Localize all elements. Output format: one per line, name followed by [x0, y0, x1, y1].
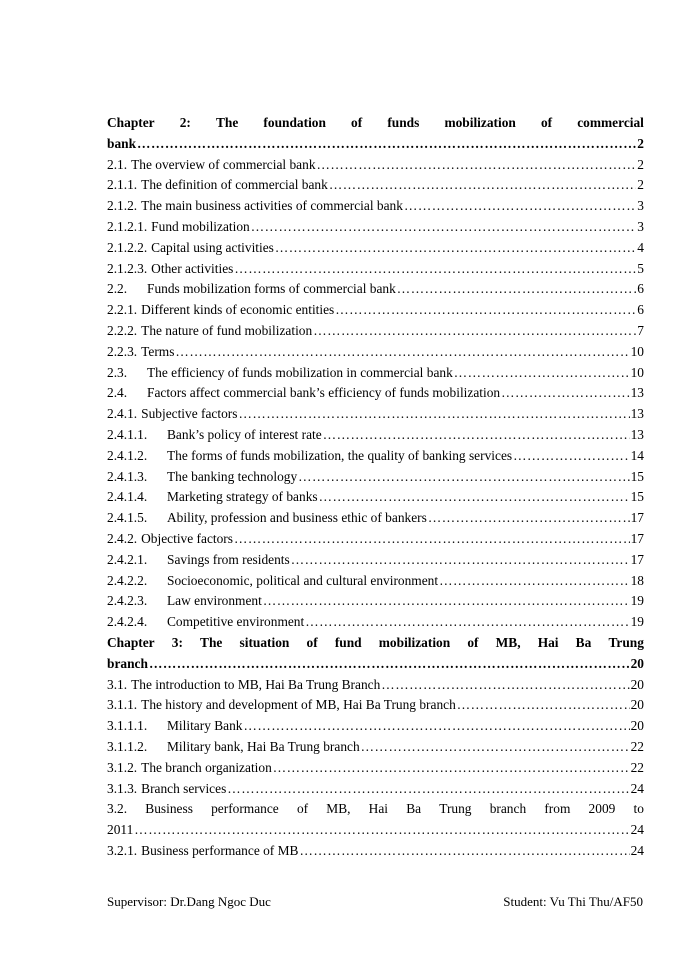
toc-entry: [107, 155, 644, 176]
chapter-2-heading-cont: bank ………………………………………………………………………………………………………………………………………………………………………… 2: [107, 134, 644, 155]
toc-entry-number: 2.4.1.1.: [107, 426, 148, 442]
toc-entry-page: 13: [630, 406, 644, 422]
toc-entry-number: 2.4.1.: [107, 406, 138, 422]
heading-word: The: [200, 634, 223, 650]
toc-entry-number: 3.1.1.2.: [107, 738, 148, 754]
toc-entry: [107, 675, 644, 696]
toc-entry-label: The history and development of MB, Hai Ba Trung branch: [141, 697, 456, 713]
toc-entry-number: 2.4.1.2.: [107, 447, 148, 463]
heading-word: to: [633, 801, 644, 817]
toc-leader-dots: [313, 321, 636, 342]
heading-word: of: [306, 634, 318, 650]
toc-entry-number: 2.4.2.1.: [107, 551, 148, 567]
heading-word: commercial: [577, 115, 644, 130]
heading-word: 2:: [179, 115, 191, 130]
toc-entry-label: Ability, profession and business ethic of bankers: [167, 510, 427, 526]
toc-leader-dots: [299, 841, 629, 862]
toc-entry-label: Funds mobilization forms of commercial bank: [147, 281, 396, 297]
toc-leader-dots: [244, 716, 630, 737]
chapter-2-heading: [107, 113, 644, 134]
heading-word: of: [467, 634, 479, 650]
toc-entry-page: 13: [630, 385, 644, 401]
heading-word: Trung: [608, 634, 644, 650]
toc-entry-number: 2.1.2.3.: [107, 260, 148, 276]
toc-entry-number: 2.4.2.3.: [107, 593, 148, 609]
heading-word: 3:: [171, 634, 183, 650]
toc-entry-number: 2.2.3.: [107, 343, 138, 359]
toc-entry-number: 2.1.2.2.: [107, 239, 148, 255]
heading-word: The: [215, 115, 239, 130]
toc-entry-number: 2.1.1.: [107, 177, 138, 193]
toc-entry-page: 2: [637, 177, 644, 193]
toc-entry-number: 2.4.1.4.: [107, 489, 148, 505]
toc-entry: [107, 300, 644, 321]
toc-entry-page: 22: [630, 759, 644, 775]
toc-leader-dots: [319, 487, 630, 508]
toc-leader-dots: [251, 217, 637, 238]
toc-entry-page: 17: [630, 530, 644, 546]
toc-entry-number: 2.3.: [107, 364, 128, 380]
toc-leader-dots: [454, 363, 630, 384]
toc-entry-page: 15: [630, 489, 644, 505]
toc-entry-label: Fund mobilization: [151, 218, 250, 234]
toc-entry-page: 19: [630, 593, 644, 609]
toc-entry-page: 22: [630, 738, 644, 754]
toc-entry-page: 20: [630, 697, 644, 713]
heading-word: from: [544, 801, 571, 817]
toc-entry: [107, 758, 644, 779]
toc-entry: [107, 342, 644, 363]
heading-word: Chapter: [107, 634, 155, 650]
toc-entry-label: The nature of fund mobilization: [141, 322, 313, 338]
toc-entry-page: 19: [630, 614, 644, 630]
heading-word: Hai: [368, 801, 388, 817]
toc-entry: [107, 779, 644, 800]
toc-entry-label: Business performance of MB: [141, 842, 299, 858]
toc-entry: [107, 841, 644, 862]
heading-word: funds: [387, 115, 420, 130]
toc-entry-page: 10: [630, 343, 644, 359]
toc-entry-label: The main business activities of commercial bank: [141, 198, 403, 214]
toc-entry-label: The banking technology: [167, 468, 298, 484]
toc-entry-number: 2.2.: [107, 281, 128, 297]
heading-word: mobilization: [378, 634, 451, 650]
toc-leader-dots: [234, 259, 636, 280]
toc-entry-label: The efficiency of funds mobilization in commercial bank: [147, 364, 453, 380]
toc-leader-dots: [305, 612, 629, 633]
toc-leader-dots: [227, 779, 629, 800]
toc-entry: [107, 467, 644, 488]
toc-entry-number: 2.4.: [107, 385, 128, 401]
toc-entry: [107, 508, 644, 529]
toc-entry: [107, 425, 644, 446]
heading-word: branch: [489, 801, 527, 817]
toc-leader-dots: [439, 571, 630, 592]
toc-entry-page: 17: [630, 551, 644, 567]
toc-entry-number: 3.2.1.: [107, 842, 138, 858]
section-3-2-heading-cont: 2011 ………………………………………………………………………………………………………………………………………………………………………… 24: [107, 820, 644, 841]
heading-word: of: [296, 801, 309, 817]
toc-entry-page: 15: [630, 468, 644, 484]
chapter-3-heading: [107, 633, 644, 654]
toc-entry: [107, 321, 644, 342]
toc-leader-dots: [323, 425, 630, 446]
toc-entry-page: 4: [637, 239, 644, 255]
toc-entry: [107, 383, 644, 404]
toc-entry-number: 2.4.1.3.: [107, 468, 148, 484]
toc-leader-dots: [404, 196, 636, 217]
toc-entry-label: Objective factors: [141, 530, 233, 546]
toc-entry-number: 3.1.3.: [107, 780, 138, 796]
toc-leader-dots: [397, 279, 637, 300]
toc-entry-page: 24: [630, 780, 644, 796]
toc-entry-page: 20: [630, 676, 644, 692]
supervisor-label: Supervisor: Dr.Dang Ngoc Duc: [107, 894, 271, 909]
heading-word: foundation: [263, 115, 326, 130]
toc-entry: [107, 279, 644, 300]
toc-entry: [107, 487, 644, 508]
toc-leader-dots: [317, 155, 637, 176]
toc-entry-page: 6: [637, 302, 644, 318]
toc-entry: [107, 737, 644, 758]
toc-entry-label: Different kinds of economic entities: [141, 302, 335, 318]
toc-entry: [107, 695, 644, 716]
toc-entry-page: 3: [637, 198, 644, 214]
toc-entry-label: Capital using activities: [151, 239, 274, 255]
toc-entry-label: Other activities: [151, 260, 234, 276]
heading-word: of: [540, 115, 553, 130]
toc-entry: [107, 238, 644, 259]
toc-leader-dots: [329, 175, 636, 196]
heading-word: Ba: [406, 801, 422, 817]
table-of-contents: [107, 113, 644, 862]
toc-entry-label: Marketing strategy of banks: [167, 489, 318, 505]
toc-leader-dots: [361, 737, 630, 758]
toc-entry-number: 3.1.1.1.: [107, 718, 148, 734]
toc-entry-page: 18: [630, 572, 644, 588]
heading-word: fund: [334, 634, 362, 650]
toc-entry: [107, 716, 644, 737]
toc-leader-dots: [273, 758, 630, 779]
toc-entry-label: Savings from residents: [167, 551, 290, 567]
toc-entry-page: 24: [630, 842, 644, 858]
toc-entry-label: The branch organization: [141, 759, 272, 775]
student-label: Student: Vu Thi Thu/AF50: [503, 894, 643, 909]
toc-leader-dots: [513, 446, 630, 467]
toc-entry-label: Competitive environment: [167, 614, 305, 630]
toc-entry: [107, 175, 644, 196]
toc-entry-label: The introduction to MB, Hai Ba Trung Branch: [131, 676, 381, 692]
toc-leader-dots: [457, 695, 630, 716]
toc-entry-page: 7: [637, 322, 644, 338]
toc-entry: [107, 612, 644, 633]
toc-entry-number: 2.4.2.: [107, 530, 138, 546]
toc-entry-number: 2.2.1.: [107, 302, 138, 318]
toc-entry-page: 2: [637, 156, 644, 172]
toc-leader-dots: [298, 467, 629, 488]
toc-entry-number: 2.1.: [107, 156, 128, 172]
toc-leader-dots: [291, 550, 630, 571]
toc-entry: [107, 196, 644, 217]
heading-word: situation: [239, 634, 290, 650]
toc-entry: [107, 217, 644, 238]
toc-entry-label: The definition of commercial bank: [141, 177, 328, 193]
chapter-3-heading-cont: branch ………………………………………………………………………………………………………………………………………………………………………… 20: [107, 654, 644, 675]
toc-entry-number: 3.1.2.: [107, 759, 138, 775]
toc-entry: [107, 446, 644, 467]
toc-leader-dots: [275, 238, 636, 259]
toc-entry-page: 17: [630, 510, 644, 526]
page-footer: [107, 894, 643, 910]
toc-leader-dots: [234, 529, 630, 550]
heading-word: MB,: [495, 634, 521, 650]
toc-entry-page: 10: [630, 364, 644, 380]
toc-entry-label: Branch services: [141, 780, 227, 796]
toc-leader-dots: [428, 508, 630, 529]
toc-entry-page: 13: [630, 426, 644, 442]
toc-entry-label: Terms: [141, 343, 175, 359]
toc-entry-label: The forms of funds mobilization, the quality of banking services: [167, 447, 513, 463]
heading-word: Trung: [439, 801, 472, 817]
heading-word: performance: [211, 801, 279, 817]
heading-word: 3.2.: [107, 801, 128, 817]
heading-word: Chapter: [107, 115, 155, 130]
toc-entry-label: Military bank, Hai Ba Trung branch: [167, 738, 360, 754]
heading-word: 2009: [588, 801, 616, 817]
toc-entry-number: 3.1.: [107, 676, 128, 692]
toc-entry-label: Factors affect commercial bank’s efficiency of funds mobilization: [147, 385, 501, 401]
heading-word: of: [351, 115, 363, 130]
toc-entry: [107, 529, 644, 550]
toc-entry-label: Subjective factors: [141, 406, 238, 422]
toc-entry: [107, 404, 644, 425]
toc-entry-label: Military Bank: [167, 718, 243, 734]
toc-entry-label: Socioeconomic, political and cultural environment: [167, 572, 439, 588]
toc-entry-page: 14: [630, 447, 644, 463]
toc-entry-number: 2.4.1.5.: [107, 510, 148, 526]
heading-word: Ba: [575, 634, 592, 650]
toc-entry-page: 5: [637, 260, 644, 276]
toc-entry-label: Bank’s policy of interest rate: [167, 426, 322, 442]
toc-leader-dots: [175, 342, 629, 363]
heading-word: Hai: [537, 634, 559, 650]
toc-entry-label: Law environment: [167, 593, 262, 609]
toc-leader-dots: [381, 675, 629, 696]
toc-entry-label: The overview of commercial bank: [131, 156, 316, 172]
heading-word: mobilization: [444, 115, 516, 130]
toc-entry-page: 6: [637, 281, 644, 297]
toc-entry: [107, 363, 644, 384]
heading-word: Business: [145, 801, 193, 817]
toc-leader-dots: [238, 404, 629, 425]
section-3-2-heading: [107, 799, 644, 820]
toc-entry-number: 2.4.2.4.: [107, 614, 148, 630]
toc-entry-number: 2.1.2.1.: [107, 218, 148, 234]
toc-entry-page: 3: [637, 218, 644, 234]
heading-word: MB,: [326, 801, 351, 817]
toc-entry-number: 3.1.1.: [107, 697, 138, 713]
toc-entry-number: 2.1.2.: [107, 198, 138, 214]
toc-leader-dots: [263, 591, 630, 612]
toc-leader-dots: [335, 300, 636, 321]
toc-entry: [107, 550, 644, 571]
toc-entry: [107, 259, 644, 280]
toc-entry-number: 2.2.2.: [107, 322, 138, 338]
toc-entry: [107, 591, 644, 612]
toc-leader-dots: [501, 383, 629, 404]
toc-entry-number: 2.4.2.2.: [107, 572, 148, 588]
toc-entry-page: 20: [630, 718, 644, 734]
toc-entry: [107, 571, 644, 592]
